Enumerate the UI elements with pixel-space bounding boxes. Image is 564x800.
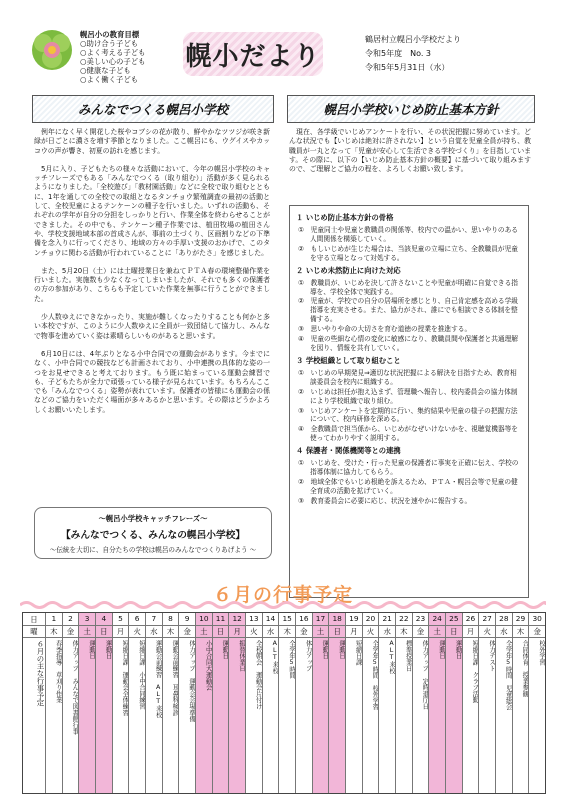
day-events: 全校朝会 運動会片付け <box>254 640 262 710</box>
calendar-day-column <box>328 613 345 793</box>
day-events: 標準授業日 <box>404 640 412 672</box>
catch-sub: 〜伝統を大切に、自分たちの学校は幌呂のみんなでつくりあげよう 〜 <box>49 546 257 554</box>
day-events: 全学年5時間 児童総会 <box>504 640 512 710</box>
issue-meta <box>365 33 555 75</box>
left-heading: みんなでつくる幌呂小学校 <box>32 95 274 123</box>
policy-item: ① 教職員が、いじめを決して許さないことや児童が明確に自覚できる指導を、学校全体で実践する。 <box>298 278 518 296</box>
day-events: 運動会前練習 ALT来校 <box>154 640 162 718</box>
calendar-day-column <box>245 613 262 793</box>
day-number: 22 <box>396 614 412 626</box>
calendar-day-column <box>262 613 279 793</box>
day-events: ALT来校 <box>271 640 279 674</box>
day-number: 12 <box>229 614 245 626</box>
day-events: 春季指導 草刈り作業 <box>54 640 62 703</box>
school-goal-item: ○よく考える子ども <box>80 48 146 57</box>
calendar-day-column <box>145 613 162 793</box>
day-number: 26 <box>463 614 479 626</box>
school-emblem-icon <box>30 28 74 72</box>
calendar-day-column <box>162 613 179 793</box>
article-paragraph: 例年になく早く開花した桜やコブシの花が散り、鮮やかなツツジが咲き新緑が日ごとに濃さを増す季節となりました。ここ幌呂にも、ウグイスやカッコウの声が響き、初夏の訪れを感じます。 <box>34 128 270 155</box>
calendar-day-column <box>195 613 212 793</box>
day-events: 運動日 <box>454 640 462 659</box>
day-number: 13 <box>246 614 262 626</box>
calendar-day-column <box>212 613 229 793</box>
policy-item: ④ 全教職員で担当係から、いじめがなぜいけないかを、視聴覚機器等を使ってわかりやすく説明する。 <box>298 425 518 443</box>
day-number: 5 <box>113 614 129 626</box>
day-of-week: 木 <box>46 626 62 638</box>
policy-item: ② もしいじめが生じた場合は、当該児童の立場に立ち、全教職員が児童を守る立場となって対処する。 <box>298 244 518 262</box>
issue-number: 令和5年度 No. 3 <box>365 49 432 58</box>
calendar-day-column <box>45 613 62 793</box>
calendar-day-column <box>345 613 362 793</box>
day-of-week: 日 <box>446 626 462 638</box>
newsletter-banner <box>183 32 323 76</box>
policy-item: ② 児童が、学校での自分の居場所を感じとり、自己肯定感を高める学級指導を充実させる。また、協力がされ、誰にでも相談できる体制を整備する。 <box>298 297 518 324</box>
day-number: 6 <box>129 614 145 626</box>
catch-label: 〜幌呂小学校キャッチフレーズ〜 <box>98 514 208 523</box>
newsletter-title: 幌小だより <box>185 41 321 72</box>
day-of-week: 月 <box>346 626 362 638</box>
day-number: 27 <box>479 614 495 626</box>
article-paragraph: 6月10日には、4年ぶりとなる小中合同での運動会があります。今までになく、小中合同での競技なども計画されており、小中連携の具体的な姿の一つをお見せできると考えております。もう既に始まっている運動会練習でも、子どもたちが全力で頑張っている様子が見られています。もちろんここでも「みんなでつくる」姿勢が表れています。保護者の皆様にも運動会の係などのご協力をいただく場面が多々あるかと思います。その際はどうかよろしくお願いいたします。 <box>34 349 270 414</box>
policy-item: ① 児童同士や児童と教職員の関係等、校内での温かい、思いやりのある人間関係を構築していく。 <box>298 226 518 243</box>
day-of-week: 水 <box>379 626 395 638</box>
day-number: 10 <box>196 614 212 626</box>
day-events: 短縮日課 運動会全体練習 <box>121 640 129 716</box>
policy-item: ② 地域全体でもいじめ根絶を訴えるため、ＰＴＡ・幌呂会等で児童の健全育成の活動を拡げていく。 <box>298 477 518 495</box>
policy-item: ① いじめの早期発見⇒適切な状況把握による解決を目指すため、教育相談委員会を校内に組織する。 <box>298 368 517 386</box>
policy-box <box>289 205 529 598</box>
day-of-week: 木 <box>396 626 412 638</box>
catch-phrase: 【みんなでつくる、みんなの幌呂小学校】 <box>60 530 246 541</box>
day-events: 短縮日課 <box>354 640 362 666</box>
day-of-week: 水 <box>496 626 512 638</box>
day-events: 短縮日課 小中合同練習 <box>137 640 145 710</box>
day-number: 19 <box>346 614 362 626</box>
day-number: 7 <box>146 614 162 626</box>
day-number: 4 <box>96 614 112 626</box>
day-of-week: 木 <box>279 626 295 638</box>
day-number: 15 <box>279 614 295 626</box>
day-number: 29 <box>513 614 529 626</box>
policy-item: ② いじめは担任が抱え込まず、管理職へ報告し、校内委員会の協力体制により学校組織で取り組む。 <box>298 387 518 405</box>
calendar-day-column <box>462 613 479 793</box>
day-events: 全学年5時間 <box>287 640 295 679</box>
day-of-week: 月 <box>113 626 129 638</box>
school-goal-item: ○健康な子ども <box>80 66 131 75</box>
day-number: 20 <box>363 614 379 626</box>
school-goal-item: ○よく働く子ども <box>80 75 139 84</box>
day-events: 運動日 <box>321 640 329 659</box>
day-number: 28 <box>496 614 512 626</box>
day-of-week: 土 <box>429 626 445 638</box>
day-number: 30 <box>529 614 545 626</box>
day-of-week: 日 <box>213 626 229 638</box>
day-of-week: 日 <box>329 626 345 638</box>
day-events: 全学年5時間 校外学習 <box>371 640 379 710</box>
day-events: 運動日 <box>87 640 95 659</box>
calendar-day-column <box>395 613 412 793</box>
right-intro <box>289 128 531 183</box>
header <box>0 0 564 88</box>
day-events: 体力テスト <box>487 640 495 672</box>
day-of-week: 金 <box>296 626 312 638</box>
article-paragraph: 少人数ゆえにできなかったり、実施が難しくなったりすることも何かと多い本校ですが、このように少人数ゆえに全員が一致団結して協力し、みんなで物事を進めていく姿は素晴らしいものがあると思います。 <box>34 313 270 340</box>
day-number: 23 <box>413 614 429 626</box>
day-number: 9 <box>179 614 195 626</box>
day-of-week: 月 <box>229 626 245 638</box>
day-events: 運動日 <box>437 640 445 659</box>
calendar-day-column <box>178 613 195 793</box>
policy-item: ③ 教育委員会に必要に応じ、状況を速やかに報告する。 <box>298 496 472 505</box>
calendar-day-column <box>78 613 95 793</box>
intro-paragraph: 現在、各学級でいじめアンケートを行い、その状況把握に努めています。どんな状況でも【いじめは絶対に許されない】という自覚を児童全員が持ち、教職員が一丸となって「児童が安心して生活できる学校づくり」を目指しています。その際に、以下の【いじめ防止基本方針の概要】に基づいて取り組みますので、ご理解とご協力の程を、よろしくお願い致します。 <box>289 128 531 174</box>
day-number: 1 <box>46 614 62 626</box>
policy-item: ① いじめを、受けた・行った児童の保護者に事実を正確に伝え、学校の指導体制に協力してもらう。 <box>298 459 519 477</box>
school-goals <box>80 30 180 84</box>
day-of-week: 水 <box>263 626 279 638</box>
catch-phrase-box <box>34 507 272 559</box>
publisher: 鶴居村立幌呂小学校だより <box>365 35 461 44</box>
day-of-week: 月 <box>463 626 479 638</box>
right-heading: 幌呂小学校いじめ防止基本方針 <box>287 95 535 123</box>
day-number: 2 <box>63 614 79 626</box>
left-article <box>34 128 270 424</box>
calendar-day-column <box>112 613 129 793</box>
calendar-day-column <box>495 613 512 793</box>
label-events: ６月の主な行事予定 <box>36 640 45 707</box>
day-of-week: 日 <box>96 626 112 638</box>
day-events: 短縮日課 クラブ活動 <box>471 640 479 703</box>
day-of-week: 金 <box>413 626 429 638</box>
day-of-week: 金 <box>63 626 79 638</box>
policy-section-title: ３ 学校組織として取り組むこと <box>296 355 401 365</box>
calendar-day-column <box>512 613 529 793</box>
calendar-day-column <box>412 613 429 793</box>
day-of-week: 土 <box>313 626 329 638</box>
day-of-week: 木 <box>163 626 179 638</box>
day-of-week: 土 <box>79 626 95 638</box>
day-number: 8 <box>163 614 179 626</box>
day-events: 体力アップ <box>304 640 312 672</box>
policy-section-title: １ いじめ防止基本方針の骨格 <box>296 213 394 222</box>
policy-item: ③ いじめアンケートを定期的に行い、集約結果や児童の様子の把握方法について、校内研修を深める。 <box>298 406 518 424</box>
day-number: 21 <box>379 614 395 626</box>
calendar-day-column <box>228 613 245 793</box>
day-events: 運動会前練習 耳鼻科検診 <box>171 640 179 716</box>
day-of-week: 土 <box>196 626 212 638</box>
school-goal-item: ○助け合う子ども <box>80 39 139 48</box>
day-of-week: 木 <box>513 626 529 638</box>
calendar-day-column <box>445 613 462 793</box>
day-events: 合同体育 授業参観 <box>521 640 529 697</box>
day-of-week: 火 <box>129 626 145 638</box>
policy-section-title: ２ いじめ未然防止に向けた対応 <box>296 265 401 275</box>
article-paragraph: 5月に入り、子どもたちの様々な活動において、今年の幌呂小学校のキャッチフレーズでもある「みんなでつくる（取り組む）」活動が多く見られるようになりました。「全校遊び」「教材園活動」などに全校で取り組むとともに、1年を通しての全校での取組となるタンチョウ繁殖調査の最初の活動として、全校児童によるテンケーンの種子を行いました。いずれの活動も、それぞれの学年が自分の分担をしっかりと行い、作業全体を終わらせることができました。その中でも、テンケーン種子作業では、植田牧場の植田さんや、学校支援地域本部の首成さんが、事前の土づくり、区画割りなどの下準備を念入りに行ってくださり、地域の方々の手厚い支援のおかげで、このタンチョウに関わる活動が行われていることに「ありがたさ」を感じました。 <box>34 164 270 257</box>
calendar-table <box>22 612 546 794</box>
day-of-week: 火 <box>479 626 495 638</box>
calendar-day-column <box>528 613 545 793</box>
calendar-day-column <box>428 613 445 793</box>
day-of-week: 金 <box>529 626 545 638</box>
calendar-label-column <box>23 613 45 793</box>
calendar-title: ６月の行事予定 <box>212 584 353 606</box>
day-number: 3 <box>79 614 95 626</box>
day-events: 体力アップ 定時退庁日 <box>421 640 429 710</box>
school-goal-item: ○美しい心の子ども <box>80 57 146 66</box>
calendar-day-column <box>378 613 395 793</box>
day-number: 24 <box>429 614 445 626</box>
day-events: 振替休業日 <box>237 640 245 672</box>
day-number: 25 <box>446 614 462 626</box>
calendar-day-column <box>362 613 379 793</box>
day-of-week: 金 <box>179 626 195 638</box>
day-of-week: 火 <box>363 626 379 638</box>
day-events: 体力アップ みんなで図書館行事 <box>71 640 79 735</box>
school-goals-title: 幌呂小の教育目標 <box>80 30 140 39</box>
label-day: 日 <box>23 614 45 626</box>
calendar-day-column <box>295 613 312 793</box>
calendar-day-column <box>62 613 79 793</box>
day-number: 17 <box>313 614 329 626</box>
calendar-day-column <box>128 613 145 793</box>
day-number: 16 <box>296 614 312 626</box>
day-events: 小中合同大運動会 <box>204 640 212 691</box>
day-number: 18 <box>329 614 345 626</box>
day-events: 運動日 <box>337 640 345 659</box>
wave-divider-icon <box>20 600 546 610</box>
day-of-week: 水 <box>146 626 162 638</box>
policy-item: ③ 思いやりや命の大切さを育む道徳の授業を推進する。 <box>298 325 472 334</box>
day-events: 体力アップ 運動会会場準備 <box>187 640 195 722</box>
calendar-day-column <box>278 613 295 793</box>
calendar-day-column <box>478 613 495 793</box>
issue-date: 令和5年5月31日（水） <box>365 63 450 72</box>
calendar-day-column <box>95 613 112 793</box>
policy-item: ④ 児童の些細な心情の変化に敏感になり、教職員間や保護者と共通理解を図り、情報を共有していく。 <box>298 335 518 352</box>
day-events: 運動日 <box>221 640 229 659</box>
day-events: 運動日 <box>104 640 112 659</box>
day-number: 11 <box>213 614 229 626</box>
day-of-week: 火 <box>246 626 262 638</box>
article-paragraph: また、5月20日（土）には土曜授業日を兼ねてＰＴＡ春の環境整備作業を行いました。実施数も少なくなってしまいましたが、それでも多くの保護者の方の参加があり、こちらも予定していた作業を無事に行うことができました。 <box>34 266 270 303</box>
day-events: ALT来校 <box>387 640 395 674</box>
calendar-day-column <box>312 613 329 793</box>
label-dow: 曜 <box>23 626 45 638</box>
policy-section-title: ４ 保護者・関係機関等との連携 <box>296 446 401 456</box>
day-events: 校外学習 <box>537 640 545 666</box>
day-number: 14 <box>263 614 279 626</box>
